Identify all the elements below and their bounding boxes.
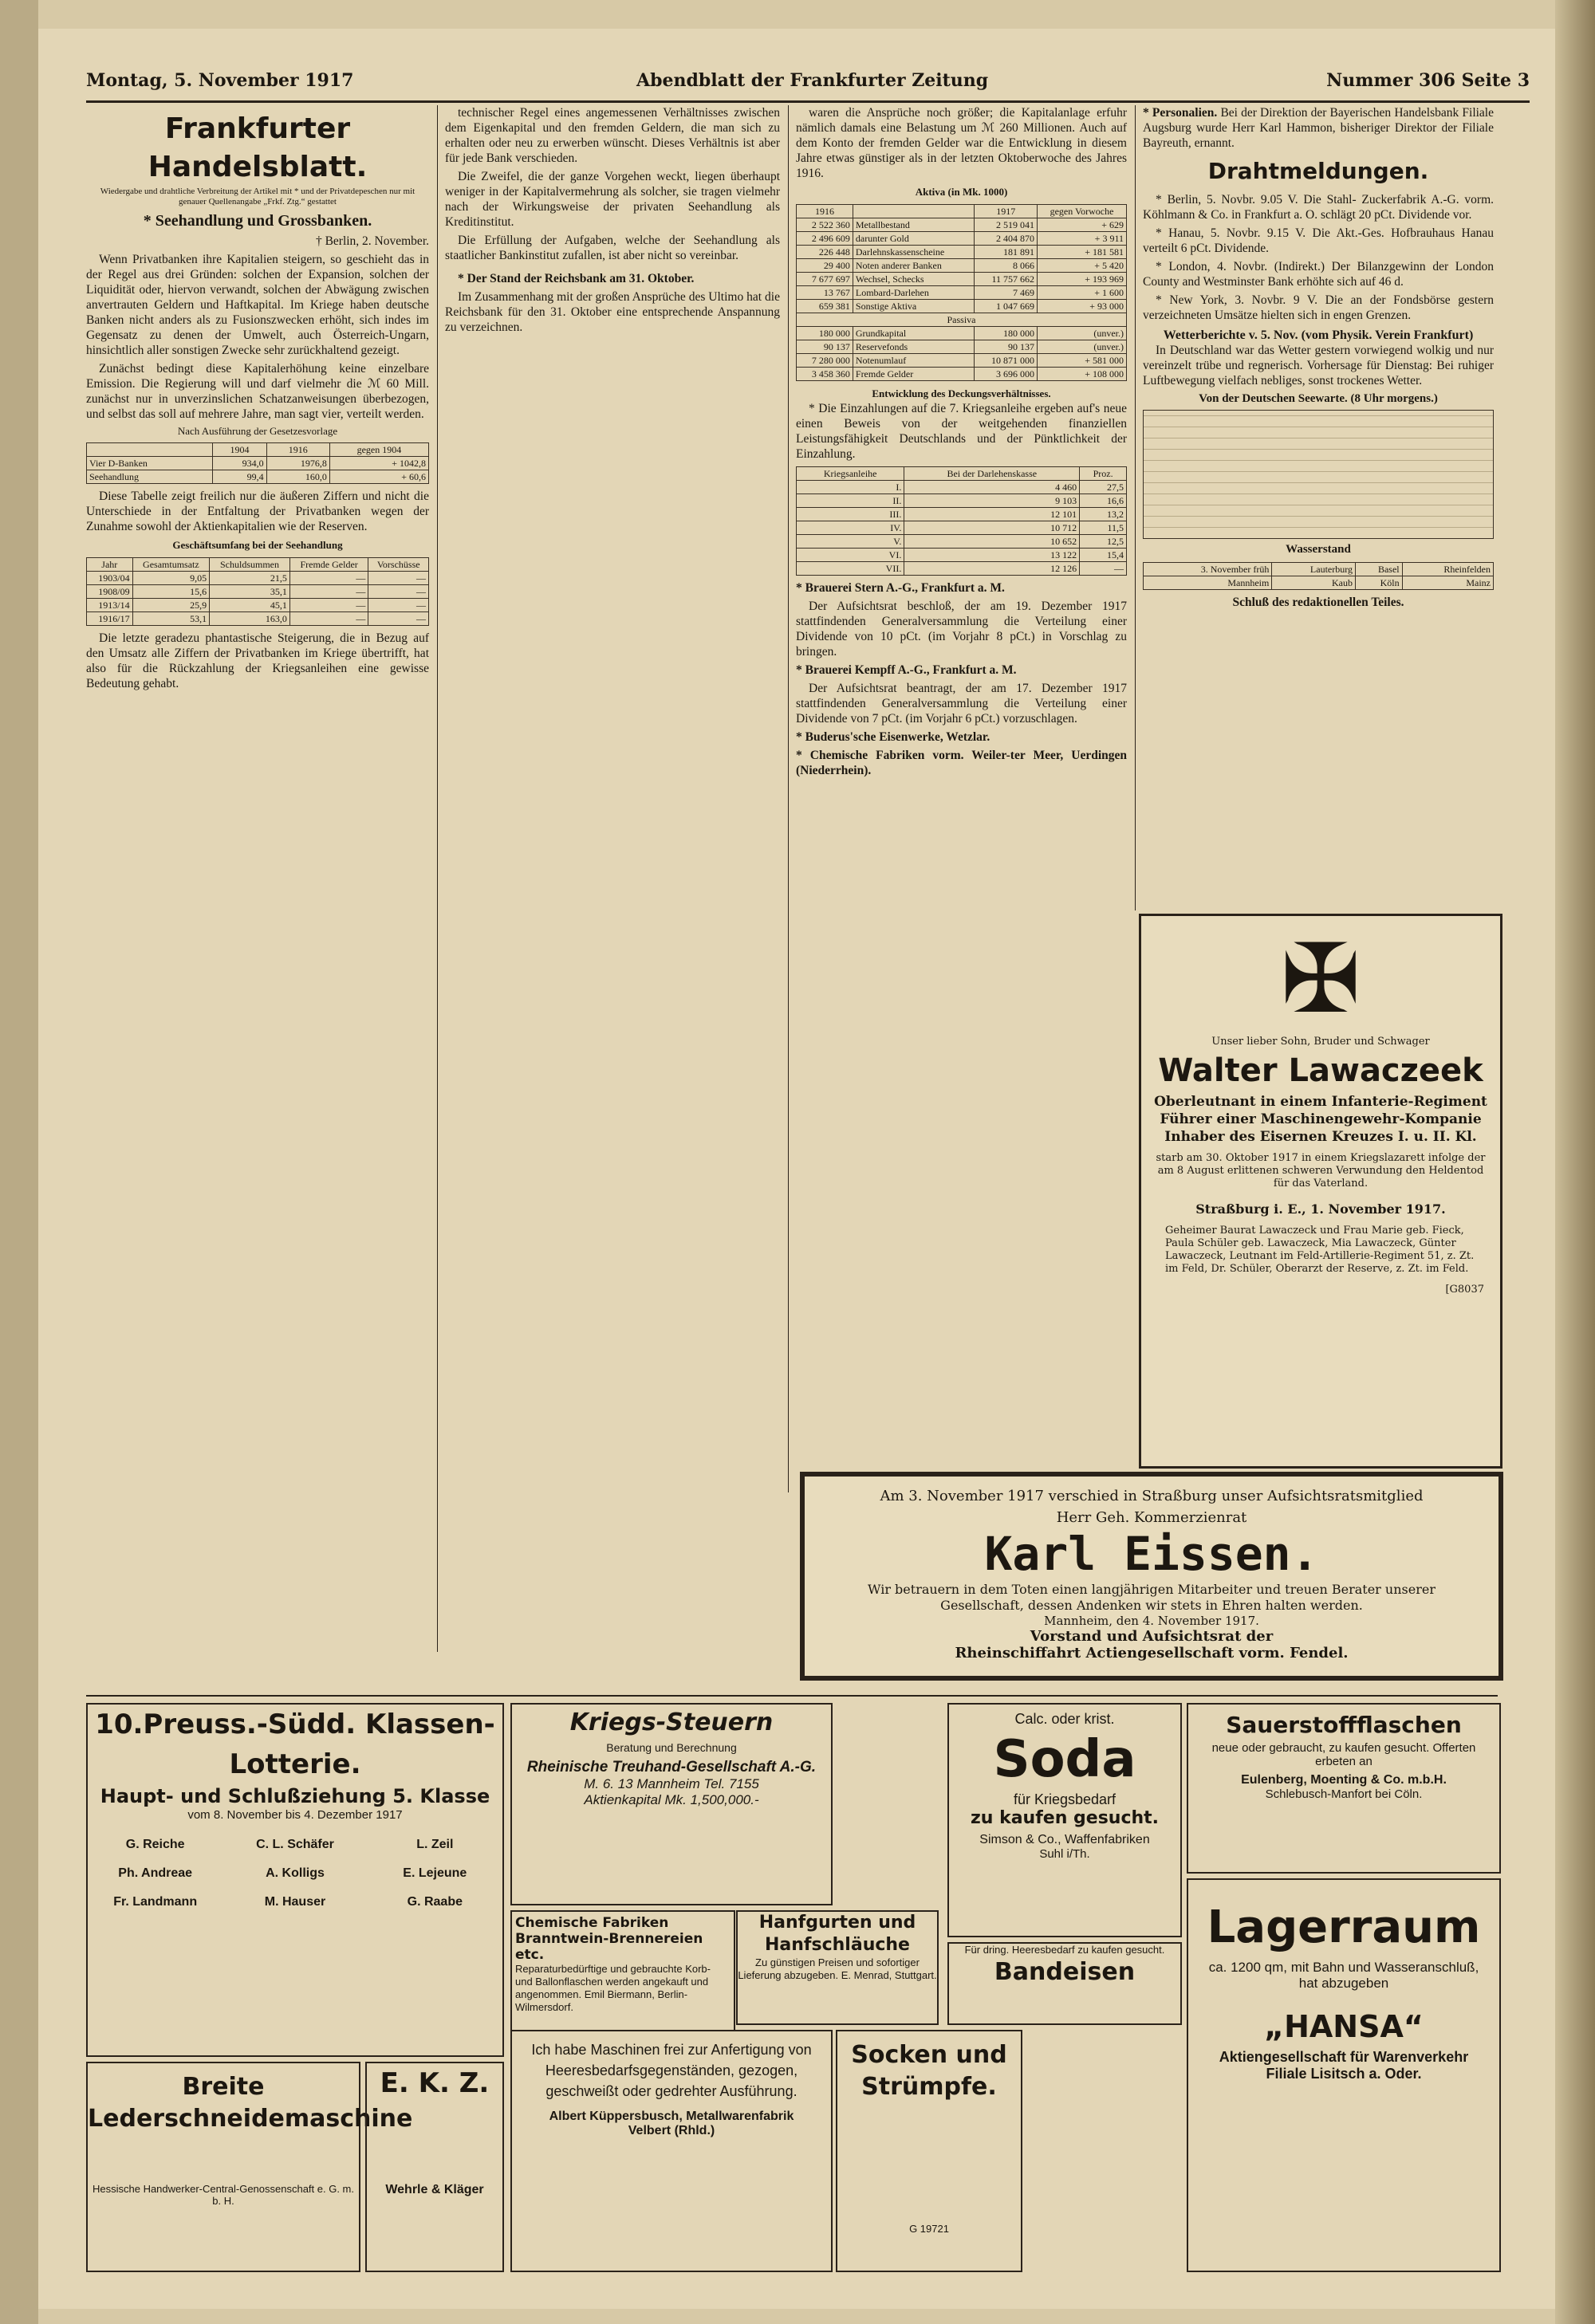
table-row (797, 562, 1127, 576)
table-row (797, 549, 1127, 562)
end-of-editorial: Schluß des redaktionellen Teiles. (1232, 596, 1404, 609)
table-cell: 934,0 (213, 457, 266, 470)
table-cell: (unver.) (1038, 340, 1127, 354)
table-cell: Wechsel, Schecks (853, 273, 974, 286)
ad-firm: Wehrle & Kläger (385, 2183, 484, 2196)
ad-text: für Kriegsbedarf (1013, 1791, 1116, 1807)
table-cell: Kaub (1272, 576, 1356, 590)
ad-chemische-fabriken (510, 1910, 735, 2031)
table-row (797, 300, 1127, 313)
paragraph: * Die Einzahlungen auf die 7. Kriegsanleihe ergeben auf's neue einen Beweis von der weitgehenden finanziellen Leistungsfähigkeit Deutschlands und der Pünktlichkeit der Einzahlung. (796, 402, 1127, 461)
table-cell: IV. (797, 521, 904, 535)
table-header: Bei der Darlehenskasse (904, 467, 1080, 481)
paragraph: * Berlin, 5. Novbr. 9.05 V. Die Stahl- Zuckerfabrik A.-G. vorm. Köhlmann & Co. in Frankfurt a. O. schlägt 20 pCt. Dividende vor. (1143, 193, 1494, 222)
paragraph: * New York, 3. Novbr. 9 V. Die an der Fondsbörse gestern verzeichneten Umsätze hielten sich in engen Grenzen. (1143, 293, 1494, 322)
table-cell: 11 757 662 (975, 273, 1038, 286)
ad-text: Calc. oder krist. (1014, 1711, 1115, 1727)
seller-name: M. Hauser (264, 1895, 326, 1909)
table-header: gegen 1904 (329, 443, 428, 457)
column-2 (445, 105, 780, 1652)
table-cell: — (289, 572, 368, 585)
table-cell: 1 047 669 (975, 300, 1038, 313)
table-row (797, 521, 1127, 535)
table-cell: 8 066 (975, 259, 1038, 273)
ad-title: Kriegs-Steuern (569, 1709, 774, 1736)
ad-firm: Hessische Handwerker-Central-Genossenschaft e. G. m. b. H. (92, 2183, 354, 2207)
article-title: * Chemische Fabriken vorm. Weiler-ter Meer, Uerdingen (Niederrhein). (796, 749, 1127, 777)
table-cell: 1976,8 (266, 457, 329, 470)
table-cell: V. (797, 535, 904, 549)
obituary-eissen (800, 1472, 1503, 1681)
table-header: Proz. (1080, 467, 1127, 481)
table-cell: — (289, 585, 368, 599)
paragraph: Der Aufsichtsrat beschloß, der am 19. Dezember 1917 stattfindenden Generalversammlung die Verteilung einer Dividende von 10 pCt. (im Vorjahr 8 pCt.) in Vorschlag zu bringen. (796, 600, 1127, 659)
table-cell: 21,5 (210, 572, 290, 585)
ad-kriegssteuern (510, 1703, 833, 1905)
table-row (797, 481, 1127, 494)
table-cell: 226 448 (797, 246, 853, 259)
table-cell: — (368, 612, 429, 626)
water-level-table (1143, 562, 1494, 590)
table-cell: Notenumlauf (853, 354, 974, 368)
table-cell: 2 496 609 (797, 232, 853, 246)
table-cell: — (368, 585, 429, 599)
ad-firm: Eulenberg, Moenting & Co. m.b.H. (1241, 1773, 1447, 1787)
table-header: Jahr (87, 558, 133, 572)
ad-firm: „HANSA“ (1264, 2009, 1424, 2044)
table-cell: 11,5 (1080, 521, 1127, 535)
table-cell: — (1080, 562, 1127, 576)
table-header: Schuldsummen (210, 558, 290, 572)
table-cell: 25,9 (132, 599, 210, 612)
article-title: * Personalien. (1143, 106, 1218, 120)
table-cell: + 93 000 (1038, 300, 1127, 313)
table-cell: I. (797, 481, 904, 494)
table-cell: 4 460 (904, 481, 1080, 494)
article-title: * Buderus'sche Eisenwerke, Wetzlar. (796, 730, 990, 744)
paragraph: technischer Regel eines angemessenen Verhältnisses zwischen dem Eigenkapital und den fremden Geldern, die man sich zu erhalten oder neu zu erwerben wünscht. Dieses Verhältnis ist aber für jede Bank verschieden. (445, 106, 780, 165)
table-cell: 13 767 (797, 286, 853, 300)
reprint-notice: Wiedergabe und drahtliche Verbreitung der Artikel mit * und der Privatdepeschen nur mit genauer Quellenangabe „Frkf. Ztg.“ gestattet (100, 187, 415, 206)
article-title: * Brauerei Stern A.-G., Frankfurt a. M. (796, 581, 1005, 595)
table-caption: Geschäftsumfang bei der Seehandlung (172, 539, 343, 551)
table-header (87, 443, 213, 457)
table-cell: darunter Gold (853, 232, 974, 246)
table-cell: Fremde Gelder (853, 368, 974, 381)
table-cell: 1913/14 (87, 599, 133, 612)
table-row (797, 368, 1127, 381)
ad-text: Zu günstigen Preisen und sofortiger Lieferung abzugeben. E. Menrad, Stuttgart. (738, 1956, 937, 1981)
table-cell: + 60,6 (329, 470, 428, 484)
section-title: Wasserstand (1286, 543, 1351, 556)
ad-title: Breite Lederschneidemaschine (88, 2073, 413, 2133)
obituary-intro: Unser lieber Sohn, Bruder und Schwager (1211, 1036, 1430, 1048)
seehandlung-table (86, 557, 429, 626)
table-cell: Basel (1356, 563, 1403, 576)
table-cell: — (368, 572, 429, 585)
table-cell: II. (797, 494, 904, 508)
ad-title: Bandeisen (994, 1958, 1136, 1986)
article-title: * Brauerei Kempff A.-G., Frankfurt a. M. (796, 663, 1017, 677)
seller-name: Ph. Andreae (118, 1866, 193, 1880)
paragraph: Diese Tabelle zeigt freilich nur die äußeren Ziffern und nicht die Unterschiede in der Entfaltung der Privatbanken wegen der Zunahme sowohl der Aktienkapitalien wie der Reserven. (86, 490, 429, 533)
reichsbank-table (796, 204, 1127, 381)
table-cell: Reservefonds (853, 340, 974, 354)
paragraph: Die Zweifel, die der ganze Vorgehen weckt, liegen überhaupt weniger in der Kapitalvermehrung als solcher, sie tragen vielmehr nach der Wirkungsweise der privaten Seehandlung als Kreditinstitut. (445, 170, 780, 229)
table-cell: — (289, 612, 368, 626)
paragraph: Der Aufsichtsrat beantragt, der am 17. Dezember 1917 stattfindenden Generalversammlung die Verteilung einer Dividende von 7 pCt. (im Vorjahr 6 pCt.) vorzuschlagen. (796, 682, 1127, 726)
table-cell: Sonstige Aktiva (853, 300, 974, 313)
table-cell: 2 522 360 (797, 218, 853, 232)
seller-name: A. Kolligs (266, 1866, 325, 1880)
newspaper-page (38, 29, 1555, 2309)
seller-name: E. Lejeune (403, 1866, 467, 1880)
table-cell: 9 103 (904, 494, 1080, 508)
table-cell: Metallbestand (853, 218, 974, 232)
ad-code: G 19721 (909, 2223, 949, 2235)
masthead: Frankfurter Handelsblatt. (148, 112, 368, 183)
table-cell: III. (797, 508, 904, 521)
table-cell: 99,4 (213, 470, 266, 484)
ad-text: neue oder gebraucht, zu kaufen gesucht. Offerten erbeten an (1211, 1741, 1476, 1768)
paragraph: Die letzte geradezu phantastische Steigerung, die in Bezug auf den Umsatz alle Ziffern der Privatbanken im Kriege übertrifft, hat also für die Rückzahlung der Kriegsanleihen eine gewisse Bedeutung gehabt. (86, 631, 429, 690)
table-cell: 13 122 (904, 549, 1080, 562)
table-cell: 35,1 (210, 585, 290, 599)
table-cell: — (289, 599, 368, 612)
table-cell: + 581 000 (1038, 354, 1127, 368)
table-cell: 15,4 (1080, 549, 1127, 562)
table-row (87, 572, 429, 585)
table-row (797, 340, 1127, 354)
table-header: 1916 (266, 443, 329, 457)
seller-name: Fr. Landmann (113, 1895, 198, 1909)
obituary-name: Karl Eissen. (984, 1527, 1319, 1581)
table-row (797, 327, 1127, 340)
ad-text: ca. 1200 qm, mit Bahn und Wasseranschluß, hat abzugeben (1208, 1960, 1479, 1991)
paragraph: Zunächst bedingt diese Kapitalerhöhung keine einzelbare Emission. Die Regierung will und darf vielmehr die ℳ 60 Mill. zunächst nur in unverzinslichen Schatzanweisungen überbezogen, und selbst das soll auf mehrere Jahre, man sagt vier, verteilt werden. (86, 362, 429, 421)
ad-title: Lagerraum (1207, 1901, 1481, 1953)
table-cell: 53,1 (132, 612, 210, 626)
table-row (797, 286, 1127, 300)
section-title: Drahtmeldungen. (1207, 158, 1429, 184)
table-cell: 10 712 (904, 521, 1080, 535)
book-spine (1555, 0, 1595, 2324)
seller-name: G. Raabe (407, 1895, 463, 1909)
table-cell: 2 404 870 (975, 232, 1038, 246)
table-row (87, 612, 429, 626)
seller-name: G. Reiche (125, 1838, 185, 1851)
column-3 (796, 105, 1127, 1492)
table-cell: 2 519 041 (975, 218, 1038, 232)
table-cell: 7 469 (975, 286, 1038, 300)
column-rule (788, 105, 789, 1492)
column-rule (437, 105, 438, 1652)
column-1 (86, 105, 429, 1652)
table-cell: Mainz (1402, 576, 1493, 590)
obituary-place: Straßburg i. E., 1. November 1917. (1195, 1201, 1446, 1217)
ad-subtitle: vom 8. November bis 4. Dezember 1917 (187, 1808, 403, 1822)
table-row (797, 508, 1127, 521)
table-cell: 3 458 360 (797, 368, 853, 381)
obituary-signer: Rheinschiffahrt Actiengesellschaft vorm. Fendel. (955, 1645, 1349, 1661)
table-cell: 160,0 (266, 470, 329, 484)
ad-address: M. 6. 13 Mannheim Tel. 7155 (584, 1776, 759, 1791)
table-caption: Nach Ausführung der Gesetzesvorlage (177, 425, 338, 437)
table-header: Vorschüsse (368, 558, 429, 572)
table-header: 1904 (213, 443, 266, 457)
column-4 (1143, 105, 1494, 910)
table-cell: 7 677 697 (797, 273, 853, 286)
table-cell: 180 000 (975, 327, 1038, 340)
table-cell: 3 696 000 (975, 368, 1038, 381)
ad-soda (947, 1703, 1182, 1937)
table-cell: Köln (1356, 576, 1403, 590)
table-subheader: Passiva (797, 313, 1127, 327)
weather-table (1143, 410, 1494, 539)
table-cell: 163,0 (210, 612, 290, 626)
ad-address: Filiale Lisitsch a. Oder. (1266, 2066, 1422, 2082)
table-cell: 180 000 (797, 327, 853, 340)
table-cell: Grundkapital (853, 327, 974, 340)
ad-title: Chemische Fabriken Branntwein-Brennereien etc. (515, 1915, 703, 1963)
ad-firm: Rheinische Treuhand-Gesellschaft A.-G. (526, 1759, 817, 1775)
table-cell: + 1042,8 (329, 457, 428, 470)
table-cell: + 108 000 (1038, 368, 1127, 381)
ad-title: Hanfgurten und Hanfschläuche (758, 1913, 916, 1955)
obituary-text: starb am 30. Oktober 1917 in einem Kriegslazarett infolge der am 8 August erlittenen schweren Verwundung den Heldentod für das Vaterland. (1156, 1152, 1486, 1190)
obituary-name: Walter Lawaczeek (1158, 1052, 1483, 1089)
paragraph: waren die Ansprüche noch größer; die Kapitalanlage erfuhr nämlich damals eine Belastung um ℳ 260 Millionen. Auch auf dem Konto der fremden Gelder war die Entwicklung in diesem Jahre etwas günstiger als in der letzten Oktoberwoche des Jahres 1916. (796, 106, 1127, 180)
obituary-lawaczeek (1139, 914, 1502, 1469)
ad-section-rule (86, 1695, 1498, 1697)
seller-list (88, 1838, 502, 1909)
table-cell: 13,2 (1080, 508, 1127, 521)
ad-ekz (365, 2062, 504, 2272)
table-caption: Entwicklung des Deckungsverhältnisses. (872, 387, 1051, 399)
ad-firm: Simson & Co., Waffenfabriken (979, 1833, 1150, 1846)
table-cell: — (368, 599, 429, 612)
seller-name: L. Zeil (416, 1838, 454, 1851)
paragraph: Die Erfüllung der Aufgaben, welche der Seehandlung als staatlicher Bankinstitut zufallen, ist aber nicht so vereinbar. (445, 234, 780, 262)
ad-lotterie (86, 1703, 504, 2057)
table-cell: 10 871 000 (975, 354, 1038, 368)
table-cell: VI. (797, 549, 904, 562)
ad-firm: Aktiengesellschaft für Warenverkehr (1219, 2049, 1469, 2065)
ad-hanfgurten (736, 1910, 939, 2025)
table-cell: Rheinfelden (1402, 563, 1493, 576)
iron-cross-icon: ✠ (1280, 924, 1361, 1035)
table-cell: 12 126 (904, 562, 1080, 576)
table-cell: + 193 969 (1038, 273, 1127, 286)
table-cell: 9,05 (132, 572, 210, 585)
obituary-signer: Vorstand und Aufsichtsrat der (1030, 1628, 1274, 1645)
paragraph: * Hanau, 5. Novbr. 9.15 V. Die Akt.-Ges. Hofbrauhaus Hanau verteilt 6 pCt. Dividende. (1143, 226, 1494, 255)
article-title: * Der Stand der Reichsbank am 31. Oktober. (458, 272, 695, 285)
ad-lagerraum (1187, 1878, 1501, 2272)
table-row (797, 535, 1127, 549)
table-cell: 659 381 (797, 300, 853, 313)
ad-title: E. K. Z. (380, 2067, 490, 2099)
table-cell: 45,1 (210, 599, 290, 612)
table-row (797, 354, 1127, 368)
table-row (797, 494, 1127, 508)
section-title: * Seehandlung und Grossbanken. (143, 212, 372, 230)
table-row (1144, 576, 1494, 590)
ad-text: zu kaufen gesucht. (970, 1808, 1160, 1828)
kriegsanleihe-table (796, 466, 1127, 576)
table-cell: 15,6 (132, 585, 210, 599)
table-cell: VII. (797, 562, 904, 576)
section-title: Von der Deutschen Seewarte. (8 Uhr morgens.) (1199, 392, 1438, 405)
table-header: gegen Vorwoche (1038, 205, 1127, 218)
table-cell: Vier D-Banken (87, 457, 213, 470)
ad-sauerstoff (1187, 1703, 1501, 1874)
table-cell: Noten anderer Banken (853, 259, 974, 273)
table-row (1144, 563, 1494, 576)
table-header: 1916 (797, 205, 853, 218)
ad-text: Für dring. Heeresbedarf zu kaufen gesucht. (964, 1944, 1165, 1956)
paragraph: In Deutschland war das Wetter gestern vorwiegend wolkig und nur vereinzelt trübe und regnerisch. Vorhersage für Dienstag: Bei ruhiger Luftbewegung vielfach nebliges, sonst trockenes Wetter. (1143, 344, 1494, 387)
ad-socken (836, 2030, 1022, 2272)
table-cell: 3. November früh (1144, 563, 1272, 576)
ad-address: Schlebusch-Manfort bei Cöln. (1265, 1787, 1423, 1801)
table-row (797, 218, 1127, 232)
table-header: 1917 (975, 205, 1038, 218)
table-cell: 1916/17 (87, 612, 133, 626)
table-cell: Seehandlung (87, 470, 213, 484)
table-cell: 1908/09 (87, 585, 133, 599)
paragraph: Im Zusammenhang mit der großen Ansprüche des Ultimo hat die Reichsbank für den 31. Oktober eine entsprechende Anspannung zu verzeichnen. (445, 290, 780, 334)
obituary-rank: Oberleutnant in einem Infanterie-Regiment Führer einer Maschinengewehr-Kompanie Inhaber des Eisernen Kreuzes I. u. II. Kl. (1154, 1094, 1487, 1145)
table-cell: 12 101 (904, 508, 1080, 521)
table-cell: 90 137 (975, 340, 1038, 354)
table-cell: 16,6 (1080, 494, 1127, 508)
header-page-number: Nummer 306 Seite 3 (1326, 70, 1530, 91)
table-cell: + 1 600 (1038, 286, 1127, 300)
obituary-signers: Geheimer Baurat Lawaczeck und Frau Marie geb. Fieck, Paula Schüler geb. Lawaczeck, Mia Lawaczeck, Günter Lawaczeck, Leutnant im Feld-Artillerie-Regiment 51, z. Zt. im Feld, Dr. Schüler, Oberarzt der Reserve, z. Zt. im Feld. (1165, 1225, 1475, 1275)
table-cell: 90 137 (797, 340, 853, 354)
paragraph: * London, 4. Novbr. (Indirekt.) Der Bilanzgewinn der London County and Westminster Bank erhöhte sich auf 46 d. (1143, 260, 1494, 289)
table-row (87, 599, 429, 612)
column-rule (1135, 105, 1136, 910)
table-cell: 7 280 000 (797, 354, 853, 368)
obituary-text: Wir betrauern in dem Toten einen langjährigen Mitarbeiter und treuen Berater unserer Gesellschaft, dessen Andenken wir stets in Ehren halten werden. (868, 1582, 1436, 1613)
ad-lederschneidemaschine (86, 2062, 413, 2272)
ad-bandeisen (947, 1942, 1182, 2025)
comparison-table (86, 442, 429, 484)
ad-title: Socken und Strümpfe. (851, 2041, 1007, 2101)
header-date: Montag, 5. November 1917 (86, 70, 354, 91)
table-row (87, 457, 429, 470)
table-header: Kriegsanleihe (797, 467, 904, 481)
table-cell: 181 891 (975, 246, 1038, 259)
obituary-intro: Am 3. November 1917 verschied in Straßburg unser Aufsichtsratsmitglied (880, 1488, 1424, 1504)
section-title: Wetterberichte v. 5. Nov. (vom Physik. Verein Frankfurt) (1163, 328, 1474, 342)
ad-city: Velbert (Rhld.) (628, 2124, 715, 2137)
table-row (87, 585, 429, 599)
book-gutter (0, 0, 38, 2324)
table-cell: 29 400 (797, 259, 853, 273)
table-cell: 12,5 (1080, 535, 1127, 549)
table-cell: + 3 911 (1038, 232, 1127, 246)
table-cell: Darlehnskassenscheine (853, 246, 974, 259)
ad-subtitle: Beratung und Berechnung (606, 1741, 737, 1754)
table-header: Fremde Gelder (289, 558, 368, 572)
table-header: Gesamtumsatz (132, 558, 210, 572)
ad-capital: Aktienkapital Mk. 1,500,000.- (584, 1792, 759, 1807)
obituary-title: Herr Geh. Kommerzienrat (1056, 1509, 1247, 1526)
table-caption: Aktiva (in Mk. 1000) (915, 186, 1008, 198)
obituary-place: Mannheim, den 4. November 1917. (1044, 1614, 1259, 1628)
paragraph: Wenn Privatbanken ihre Kapitalien steigern, so geschieht das in der Regel aus drei Gründen: solchen der Expansion, solchen der Liquidität oder, hiervon verwandt, solchen der Abwägung zwischen anvertrauten Geldern und Haftkapital. Im Kriege haben deutsche Banken nicht anders als zu Fusionszwecken erhöht, sich indes im Gegensatz zu denen der Umwelt, auch Österreich-Ungarn, hinsichtlich aller sonstigen Zwecke sehr zurückhaltend gezeigt. (86, 253, 429, 357)
paragraph: Bei der Direktion der Bayerischen Handelsbank Filiale Augsburg wurde Herr Karl Hammon, bisheriger Direktor der Filiale Bayreuth, ernannt. (1143, 106, 1494, 150)
table-row (797, 232, 1127, 246)
table-cell: (unver.) (1038, 327, 1127, 340)
table-cell: 1903/04 (87, 572, 133, 585)
table-row (797, 246, 1127, 259)
ad-maschinen (510, 2030, 833, 2272)
ad-code: [G8037 (1445, 1284, 1484, 1296)
table-cell: + 629 (1038, 218, 1127, 232)
table-cell: Mannheim (1144, 576, 1272, 590)
table-cell: 10 652 (904, 535, 1080, 549)
table-cell: + 5 420 (1038, 259, 1127, 273)
ad-title: Soda (993, 1730, 1136, 1789)
table-row (87, 470, 429, 484)
header-paper-title: Abendblatt der Frankfurter Zeitung (636, 70, 989, 91)
ad-text: Ich habe Maschinen frei zur Anfertigung von Heeresbedarfsgegenständen, gezogen, geschweißt oder gedrehter Ausführung. (531, 2042, 812, 2099)
table-cell: 27,5 (1080, 481, 1127, 494)
ad-text: Reparaturbedürftige und gebrauchte Korb- und Ballonflaschen werden angekauft und angenommen. Emil Biermann, Berlin-Wilmersdorf. (515, 1963, 711, 2013)
page-header (86, 61, 1530, 103)
table-cell: + 181 581 (1038, 246, 1127, 259)
table-row (797, 259, 1127, 273)
ad-subtitle: Haupt- und Schlußziehung 5. Klasse (100, 1785, 490, 1807)
ad-firm: Albert Küppersbusch, Metallwarenfabrik (549, 2110, 794, 2123)
table-header (853, 205, 974, 218)
ad-city: Suhl i/Th. (1039, 1847, 1090, 1861)
table-row (797, 273, 1127, 286)
ad-title: 10.Preuss.-Südd. Klassen-Lotterie. (95, 1709, 495, 1780)
ad-title: Sauerstoffflaschen (1226, 1712, 1462, 1738)
seller-name: C. L. Schäfer (256, 1838, 334, 1851)
table-cell: Lauterburg (1272, 563, 1356, 576)
dateline: † Berlin, 2. November. (315, 234, 429, 248)
table-cell: Lombard-Darlehen (853, 286, 974, 300)
